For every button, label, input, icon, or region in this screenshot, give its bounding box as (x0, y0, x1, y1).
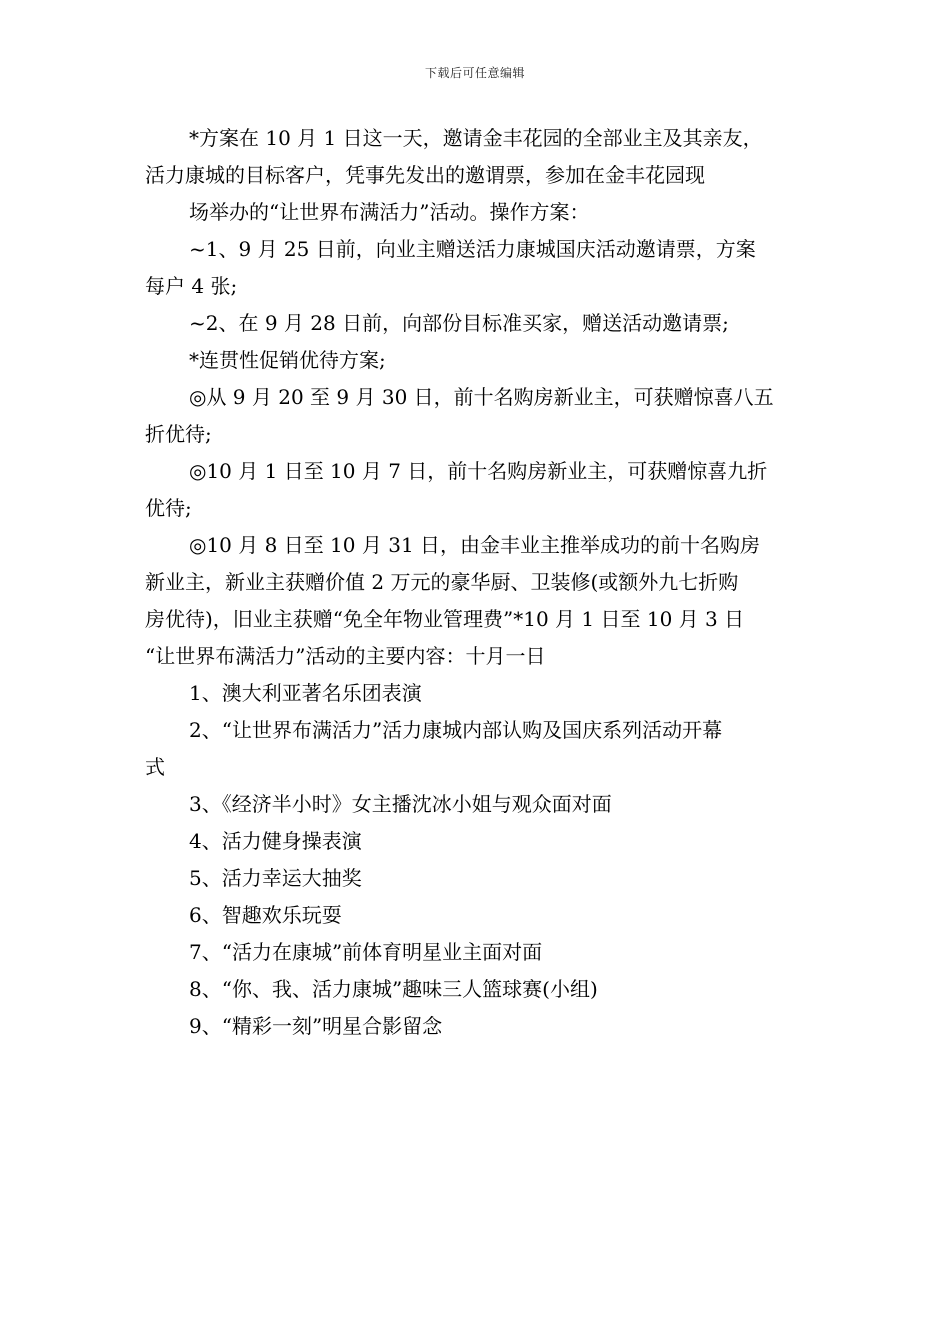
list-item-continuation: 式 (145, 755, 165, 779)
paragraph-line: “让世界布满活力”活动的主要内容：十月一日 (145, 644, 546, 668)
list-item: 4、活力健身操表演 (189, 829, 362, 853)
paragraph-line: 新业主，新业主获赠价值 2 万元的豪华厨、卫装修(或额外九七折购 (145, 570, 739, 594)
list-item: 1、澳大利亚著名乐团表演 (189, 681, 422, 705)
list-item: 9、“精彩一刻”明星合影留念 (189, 1014, 443, 1038)
paragraph-line: 每户 4 张; (145, 274, 238, 298)
list-item: 7、“活力在康城”前体育明星业主面对面 (189, 940, 543, 964)
list-item: 3、《经济半小时》女主播沈冰小姐与观众面对面 (189, 792, 612, 816)
paragraph-line: 折优待; (145, 422, 212, 446)
document-body (145, 120, 815, 1045)
list-item: 6、智趣欢乐玩耍 (189, 903, 342, 927)
paragraph-line: 活力康城的目标客户，凭事先发出的邀谓票，参加在金丰花园现 (145, 163, 705, 187)
paragraph-line: 优待; (145, 496, 192, 520)
list-item: 5、活力幸运大抽奖 (189, 866, 362, 890)
paragraph-line: ~2、在 9 月 28 日前，向部份目标准买家，赠送活动邀请票; (189, 311, 729, 335)
paragraph-line: *连贯性促销优待方案; (189, 348, 386, 372)
paragraph-line: ◎10 月 1 日至 10 月 7 日，前十名购房新业主，可获赠惊喜九折 (189, 459, 768, 483)
paragraph-line: *方案在 10 月 1 日这一天，邀请金丰花园的全部业主及其亲友， (189, 126, 763, 150)
paragraph-line: 房优待)，旧业主获赠“免全年物业管理费”*10 月 1 日至 10 月 3 日 (145, 607, 745, 631)
list-item: 8、“你、我、活力康城”趣味三人篮球赛(小组) (189, 977, 598, 1001)
paragraph-line: 场举办的“让世界布满活力”活动。操作方案： (189, 200, 590, 224)
paragraph-line: ◎10 月 8 日至 10 月 31 日，由金丰业主推举成功的前十名购房 (189, 533, 761, 557)
list-item: 2、“让世界布满活力”活力康城内部认购及国庆系列活动开幕 (189, 718, 723, 742)
paragraph-line: ~1、9 月 25 日前，向业主赠送活力康城国庆活动邀请票，方案 (189, 237, 756, 261)
page-header: 下载后可任意编辑 (424, 66, 525, 80)
paragraph-line: ◎从 9 月 20 至 9 月 30 日，前十名购房新业主，可获赠惊喜八五 (189, 385, 774, 409)
